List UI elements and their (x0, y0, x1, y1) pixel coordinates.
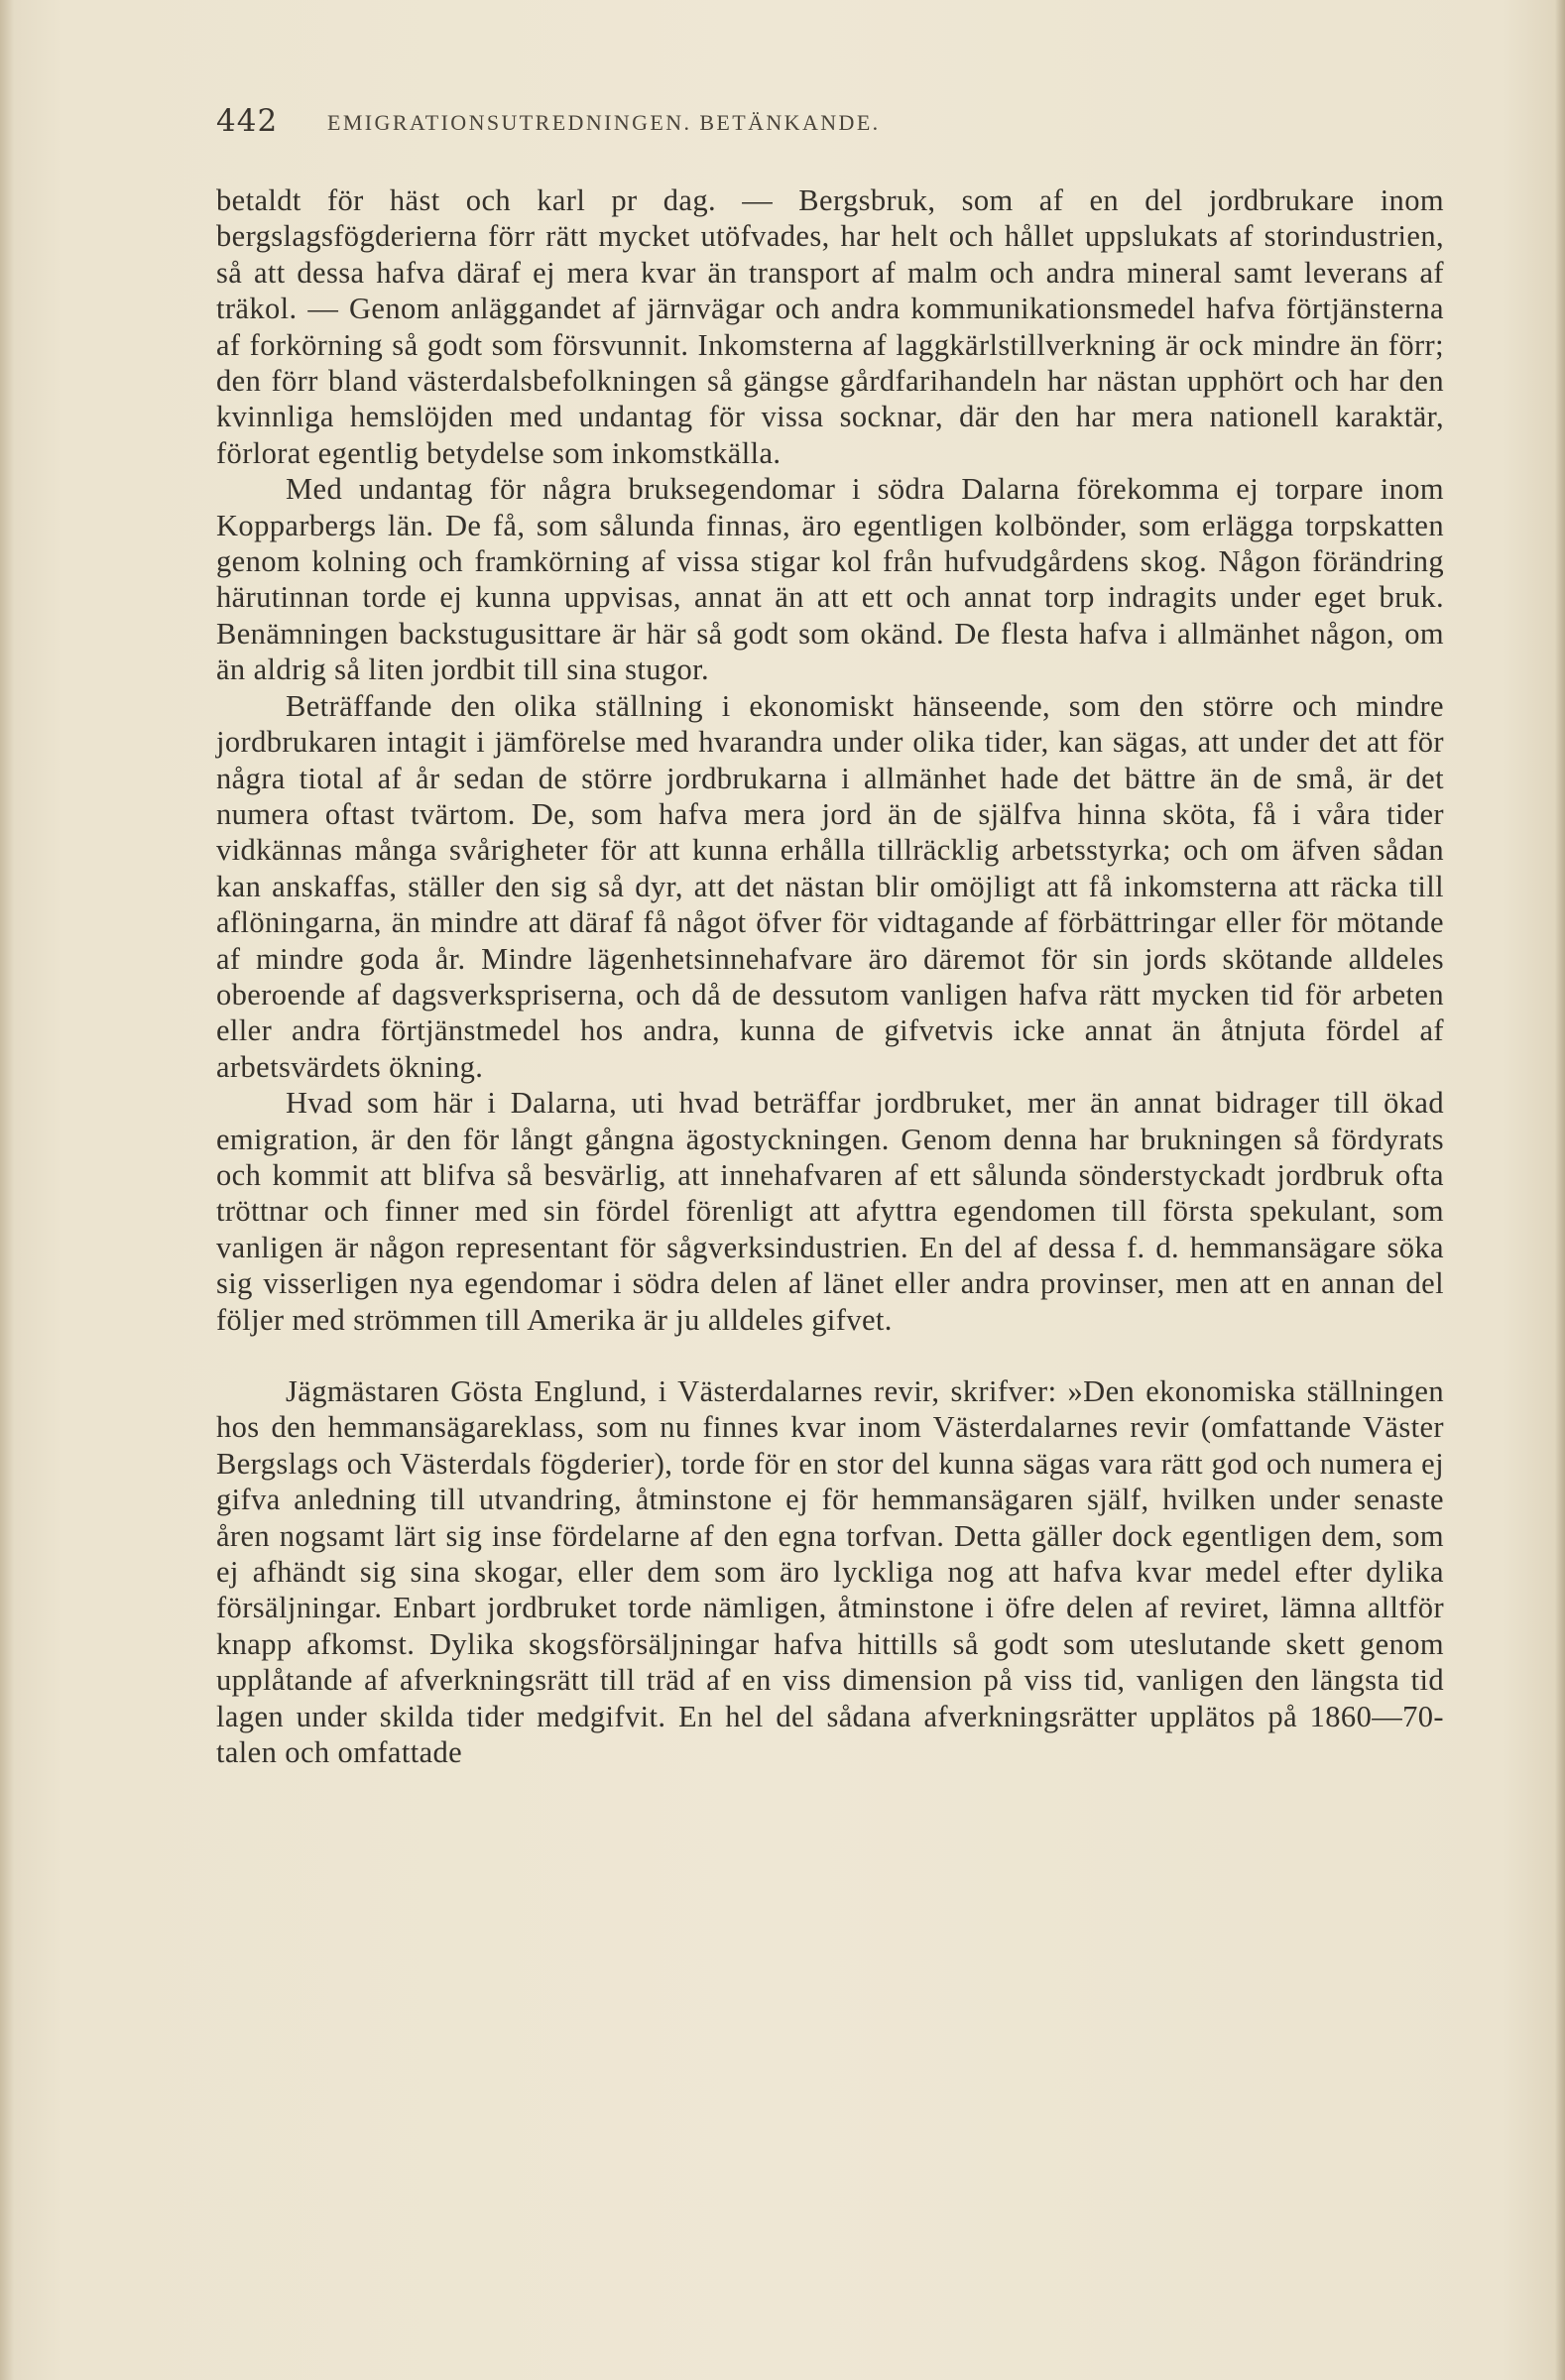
body-text (216, 182, 1444, 1770)
running-title: EMIGRATIONSUTREDNINGEN. BETÄNKANDE. (327, 110, 881, 135)
paragraph: Med undantag för några bruksegendomar i södra Dalarna förekomma ej torpare inom Kopparbergs län. De få, som sålunda finnas, äro egentligen kolbönder, som erlägga torpskatten genom kolning och framkörning af vissa stigar kol från hufvudgårdens skog. Någon förändring härutinnan torde ej kunna uppvisas, annat än att ett och annat torp indragits under eget bruk. Benämningen backstugusittare är här så godt som okänd. De flesta hafva i allmänhet någon, om än aldrig så liten jordbit till sina stugor. (216, 472, 1444, 687)
page-header (216, 103, 1446, 153)
page-edge-shadow-left (0, 0, 14, 2380)
paragraph: Jägmästaren Gösta Englund, i Västerdalarnes revir, skrifver: »Den ekonomiska ställningen hos den hemmansägareklass, som nu finnes kvar inom Västerdalarnes revir (omfattande Väster Bergslags och Västerdals fögderier), torde för en stor del kunna sägas vara rätt god och numera ej gifva anledning till utvandring, åtminstone ej för hemmansägaren själf, hvilken under senaste åren nogsamt lärt sig inse fördelarne af den egna torfvan. Detta gäller dock egentligen dem, som ej afhändt sig sina skogar, eller dem som äro lyckliga nog att hafva kvar medel efter dylika försäljningar. Enbart jordbruket torde nämligen, åtminstone i öfre delen af reviret, lämna alltför knapp afkomst. Dylika skogsförsäljningar hafva hittills så godt som uteslutande skett genom upplåtande af afverkningsrätt till träd af en viss dimension på viss tid, vanligen den längsta tid lagen under skilda tider medgifvit. En hel del sådana afverkningsrätter upplätos på 1860—70-talen och omfattade (216, 1374, 1444, 1770)
page-edge-shadow-right (1555, 0, 1565, 2380)
page-number: 442 (216, 103, 279, 139)
paragraph: Hvad som här i Dalarna, uti hvad beträffar jordbruket, mer än annat bidrager till ökad emigration, är den för långt gångna ägostyckningen. Genom denna har brukningen så fördyrats och kommit att blifva så besvärlig, att innehafvaren af ett sålunda sönderstyckadt jordbruk ofta tröttnar och finner med sin fördel förenligt att afyttra egendomen till första spekulant, som vanligen är någon representant för sågverksindustrien. En del af dessa f. d. hemmansägare söka sig visserligen nya egendomar i södra delen af länet eller andra provinser, men att en annan del följer med strömmen till Amerika är ju alldeles gifvet. (216, 1086, 1444, 1337)
paragraph: betaldt för häst och karl pr dag. — Bergsbruk, som af en del jordbrukare inom bergslagsfögderierna förr rätt mycket utöfvades, har helt och hållet uppslukats af storindustrien, så att dessa hafva däraf ej mera kvar än transport af malm och andra mineral samt leverans af träkol. — Genom anläggandet af järnvägar och andra kommunikationsmedel hafva förtjänsterna af forkörning så godt som försvunnit. Inkomsterna af laggkärlstillverkning är ock mindre än förr; den förr bland västerdalsbefolkningen så gängse gårdfarihandeln har nästan upphört och har den kvinnliga hemslöjden med undantag för vissa socknar, där den har mera nationell karaktär, förlorat egentlig betydelse som inkomstkälla. (216, 183, 1444, 470)
paragraph: Beträffande den olika ställning i ekonomiskt hänseende, som den större och mindre jordbrukaren intagit i jämförelse med hvarandra under olika tider, kan sägas, att under det att för några tiotal af år sedan de större jordbrukarna i allmänhet hade det bättre än de små, är det numera oftast tvärtom. De, som hafva mera jord än de själfva hinna sköta, få i våra tider vidkännas många svårigheter för att kunna erhålla tillräcklig arbetsstyrka; och om äfven sådan kan anskaffas, ställer den sig så dyr, att det nästan blir omöjligt att få inkomsterna att räcka till aflöningarna, än mindre att däraf få något öfver för vidtagande af förbättringar eller för mötande af mindre goda år. Mindre lägenhetsinnehafvare äro däremot för sin jords skötande alldeles oberoende af dagsverkspriserna, och då de dessutom vanligen hafva rätt mycken tid för arbeten eller andra förtjänstmedel hos andra, kunna de gifvetvis icke annat än åtnjuta fördel af arbetsvärdets ökning. (216, 688, 1444, 1084)
